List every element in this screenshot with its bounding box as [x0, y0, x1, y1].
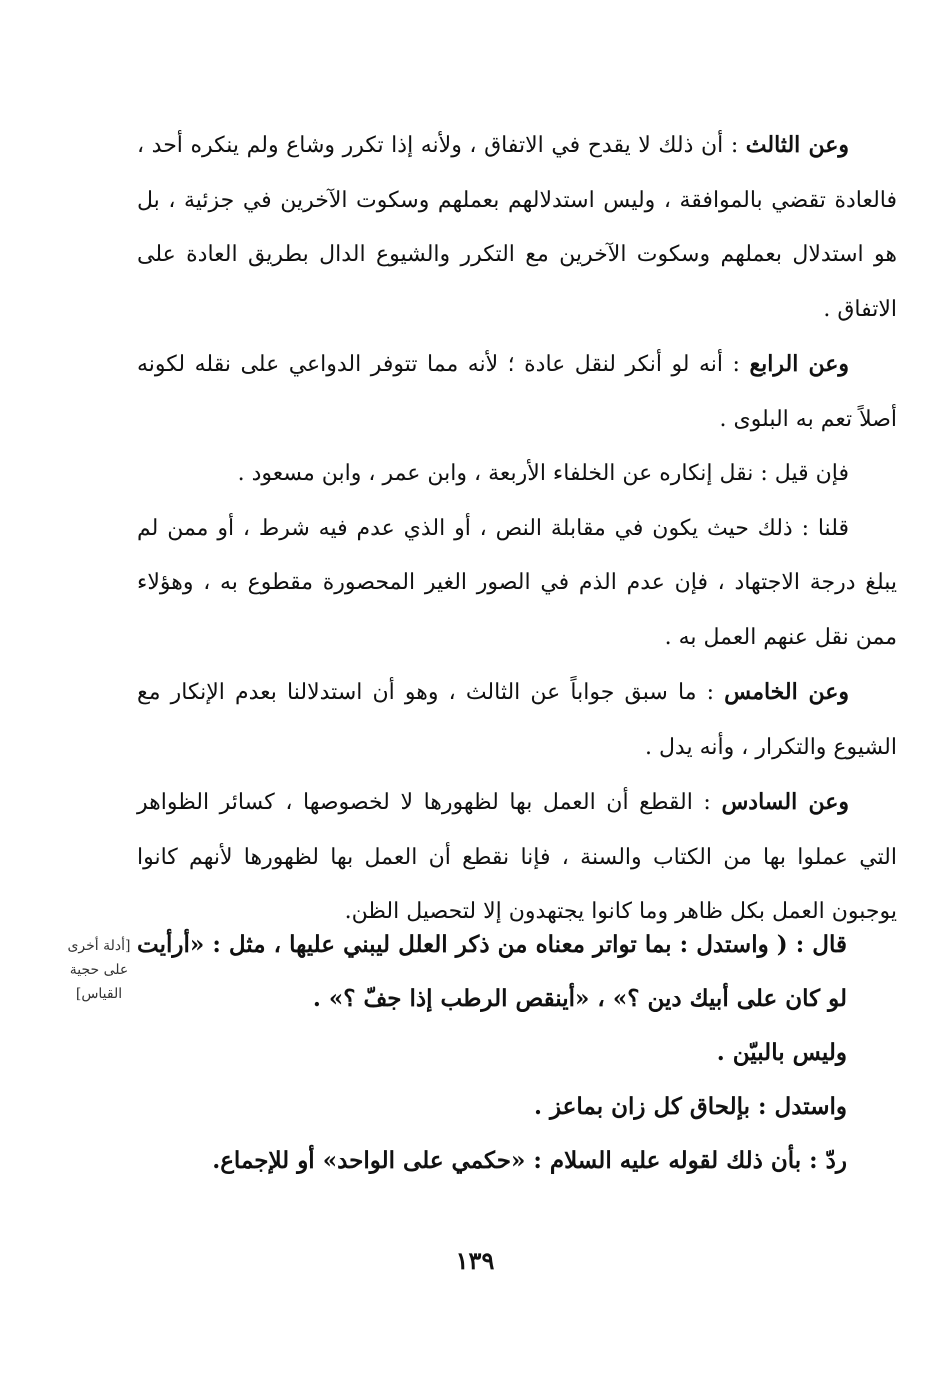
commentary-text	[137, 118, 897, 940]
paragraph-reply	[137, 502, 897, 666]
matn-line: ردّ : بأن ذلك لقوله عليه السلام : «حكمي على الواحد» أو للإجماع.	[212, 1147, 847, 1174]
paragraph-text: قلنا : ذلك حيث يكون في مقابلة النص ، أو الذي عدم فيه شرط ، أو ممن لم يبلغ درجة الاجتهاد ، فإن عدم الذم في الصور الغير المحصورة مقطوع به ، وهؤلاء ممن نقل عنهم العمل به .	[137, 515, 897, 650]
paragraph-text: : أن ذلك لا يقدح في الاتفاق ، ولأنه إذا تكرر وشاع ولم ينكره أحد ، فالعادة تقضي بالموافقة ، وليس استدلالهم بعملهم وسكوت الآخرين في جزئية ، بل هو استدلال بعملهم وسكوت الآخرين مع التكرر والشيوع الدال بطريق العادة على الاتفاق .	[137, 133, 897, 322]
paragraph-text: فإن قيل : نقل إنكاره عن الخلفاء الأربعة ، وابن عمر ، وابن مسعود .	[237, 461, 849, 486]
matn-line: واستدل : بإلحاق كل زان بماعز .	[533, 1093, 847, 1120]
paragraph-text: : أنه لو أنكر لنقل عادة ؛ لأنه مما تتوفر الدواعي على نقله لكونه أصلاً تعم به البلوى .	[137, 352, 897, 432]
page-number: ١٣٩	[455, 1246, 495, 1275]
paragraph-objection	[137, 447, 897, 502]
keyword-third: وعن الثالث	[745, 132, 849, 158]
paragraph-fourth-response	[137, 337, 897, 447]
matn-line: وليس بالبيّن .	[716, 1039, 847, 1066]
keyword-fourth: وعن الرابع	[749, 351, 849, 377]
paragraph-fifth-response	[137, 665, 897, 775]
paragraph-text: : ما سبق جواباً عن الثالث ، وهو أن استدلالنا بعدم الإنكار مع الشيوع والتكرار ، وأنه يدل .	[137, 680, 897, 760]
matn-quote-block	[137, 918, 847, 1188]
paragraph-sixth-response	[137, 775, 897, 940]
keyword-sixth: وعن السادس	[721, 789, 849, 815]
paragraph-text: : القطع أن العمل بها لظهورها لا لخصوصها ، كسائر الظواهر التي عملوا بها من الكتاب والسنة ، فإنا نقطع أن العمل بها لظهورها لأنهم كانوا يوجبون العمل بكل ظاهر وما كانوا يجتهدون إلا لتحصيل الظن.	[137, 790, 897, 924]
margin-note: [أدلة أخرى على حجية القياس]	[67, 938, 131, 1002]
matn-line: قال : ( واستدل : بما تواتر معناه من ذكر العلل ليبني عليها ، مثل : «أرأيت لو كان على أبيك دين ؟» ، «أينقص الرطب إذا جفّ ؟» .	[137, 931, 847, 1012]
keyword-fifth: وعن الخامس	[724, 679, 849, 705]
paragraph-third-response	[137, 118, 897, 337]
